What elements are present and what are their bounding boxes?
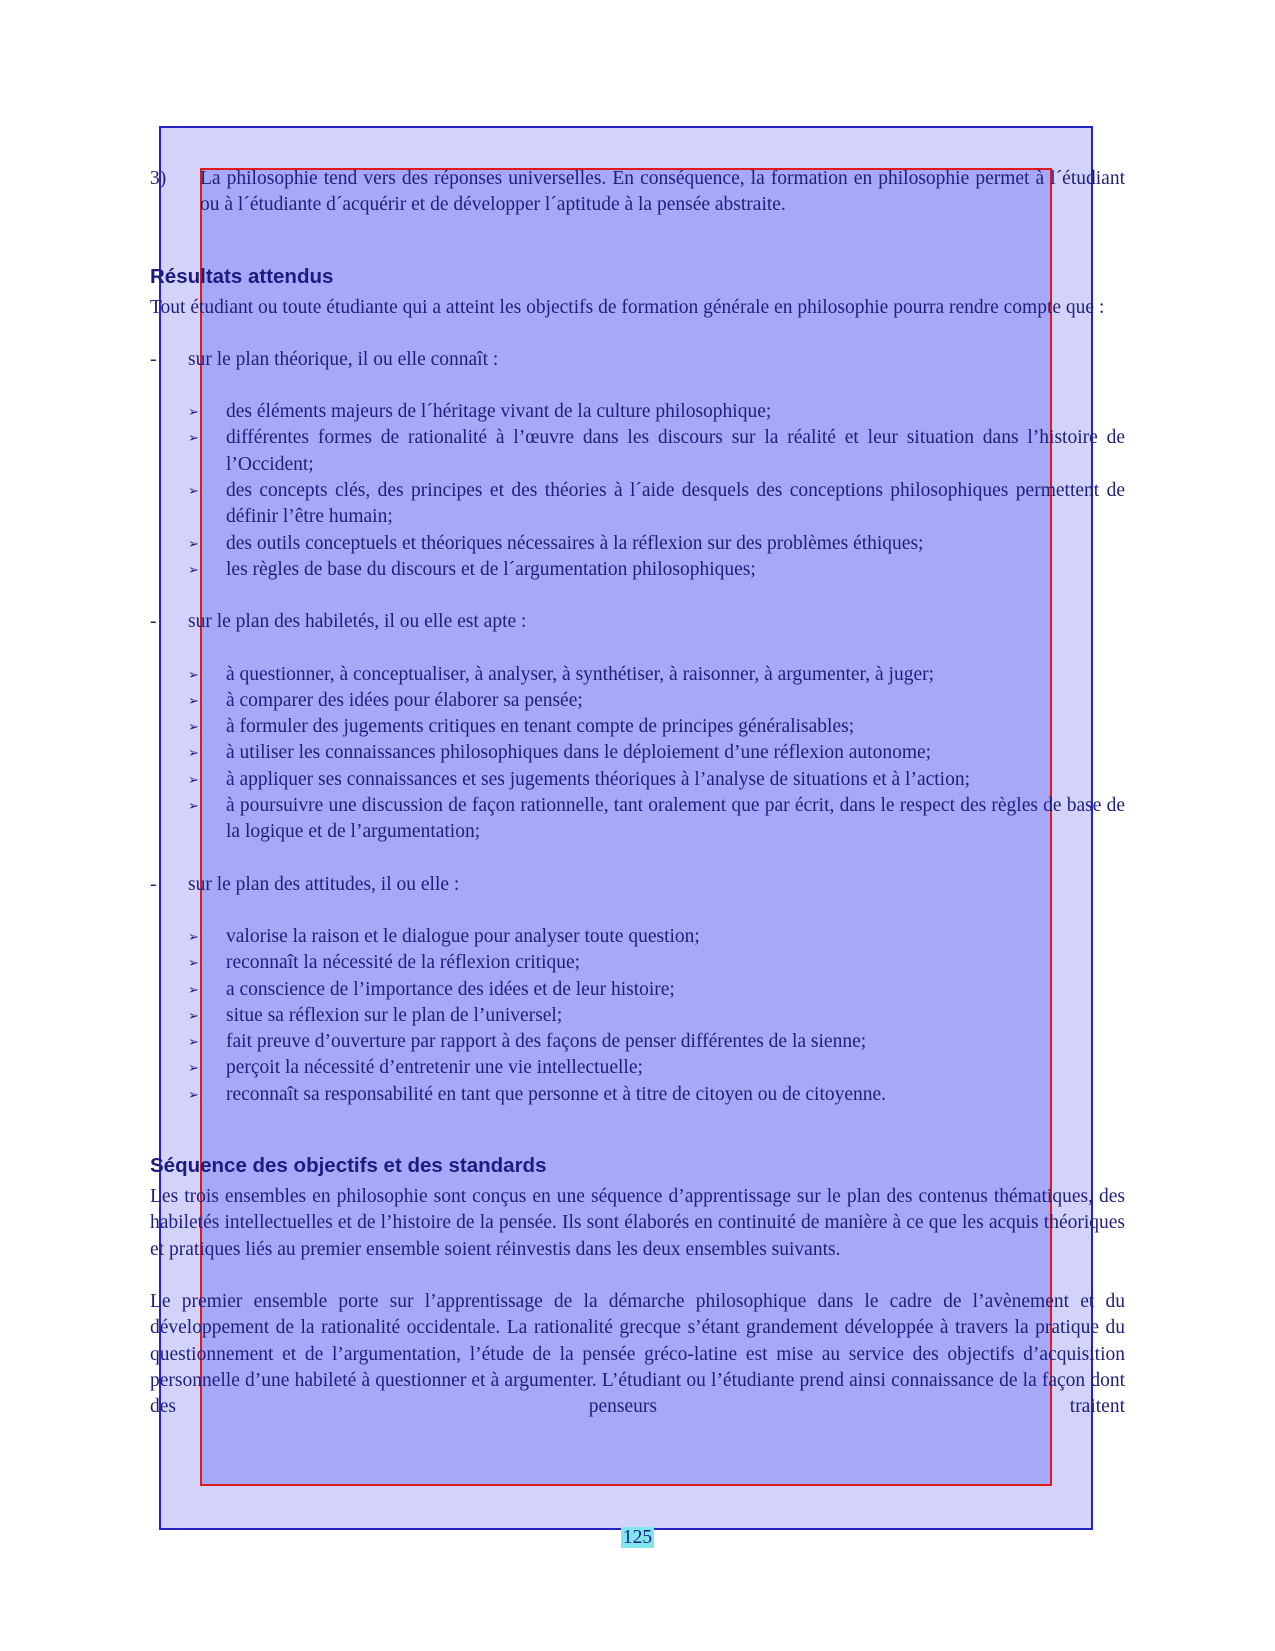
group-label: sur le plan théorique, il ou elle connaît :: [188, 348, 499, 370]
arrow-bullet-icon: ➢: [188, 1007, 199, 1023]
section-heading-results: Résultats attendus: [150, 264, 334, 288]
page-body: [150, 166, 1125, 1420]
arrow-bullet-icon: ➢: [188, 771, 199, 787]
group-label: sur le plan des attitudes, il ou elle :: [188, 873, 460, 895]
numbered-item: [150, 166, 1125, 219]
list-item: ➢ valorise la raison et le dialogue pour analyser toute question;: [188, 924, 1125, 950]
dash-marker: -: [150, 348, 157, 370]
list-item: ➢ à questionner, à conceptualiser, à analyser, à synthétiser, à raisonner, à argumenter, à juger;: [188, 662, 1125, 688]
arrow-bullet-icon: ➢: [188, 719, 199, 735]
list-item: ➢ à appliquer ses connaissances et ses jugements théoriques à l’analyse de situations et à l’action;: [188, 767, 1125, 793]
list-item: ➢ des concepts clés, des principes et des théories à l´aide desquels des conceptions philosophiques permettent de définir l’être humain;: [188, 478, 1125, 531]
arrow-bullet-icon: ➢: [188, 535, 199, 551]
list-item: ➢ fait preuve d’ouverture par rapport à des façons de penser différentes de la sienne;: [188, 1029, 1125, 1055]
skills-list: [150, 662, 1125, 846]
list-item: ➢ différentes formes de rationalité à l’œuvre dans les discours sur la réalité et leur situation dans l’histoire de l’Occident;: [188, 425, 1125, 478]
sequence-paragraph-2: Le premier ensemble porte sur l’apprentissage de la démarche philosophique dans le cadre de l’avènement et du développement de la rationalité occidentale. La rationalité grecque s’étant grandement développée à travers la pratique du questionnement et de l’argumentation, l’étude de la pensée gréco-latine est mise au service des objectifs d’acquisition personnelle d’une habileté à questionner et à argumenter. L’étudiant ou l’étudiante prend ainsi connaissance de la façon dont des penseurs traitent: [150, 1290, 1125, 1418]
list-item: ➢ à utiliser les connaissances philosophiques dans le déploiement d’une réflexion autonome;: [188, 740, 1125, 766]
dash-item-attitudes: [150, 872, 1125, 898]
arrow-bullet-icon: ➢: [188, 404, 199, 420]
arrow-bullet-icon: ➢: [188, 798, 199, 814]
theory-list: [150, 399, 1125, 583]
page-number: 125: [622, 1527, 653, 1548]
arrow-bullet-icon: ➢: [188, 981, 199, 997]
dash-item-skills: [150, 609, 1125, 635]
arrow-bullet-icon: ➢: [188, 483, 199, 499]
arrow-bullet-icon: ➢: [188, 1034, 199, 1050]
arrow-bullet-icon: ➢: [188, 692, 199, 708]
attitudes-list: [150, 924, 1125, 1108]
arrow-bullet-icon: ➢: [188, 1060, 199, 1076]
arrow-bullet-icon: ➢: [188, 955, 199, 971]
list-item: ➢ des éléments majeurs de l´héritage vivant de la culture philosophique;: [188, 399, 1125, 425]
results-intro: Tout étudiant ou toute étudiante qui a atteint les objectifs de formation générale en philosophie pourra rendre compte que :: [150, 296, 1105, 318]
list-item: ➢ des outils conceptuels et théoriques nécessaires à la réflexion sur des problèmes éthiques;: [188, 531, 1125, 557]
item-text: La philosophie tend vers des réponses universelles. En conséquence, la formation en philosophie permet à l´étudiant ou à l´étudiante d´acquérir et de développer l´aptitude à la pensée abstraite.: [200, 168, 1125, 216]
dash-item-theory: [150, 347, 1125, 373]
list-item: ➢ reconnaît la nécessité de la réflexion critique;: [188, 950, 1125, 976]
list-item: ➢ situe sa réflexion sur le plan de l’universel;: [188, 1003, 1125, 1029]
list-item: ➢ à poursuivre une discussion de façon rationnelle, tant oralement que par écrit, dans le respect des règles de base de la logique et de l’argumentation;: [188, 793, 1125, 846]
list-item: ➢ les règles de base du discours et de l´argumentation philosophiques;: [188, 557, 1125, 583]
sequence-paragraph-1: Les trois ensembles en philosophie sont conçus en une séquence d’apprentissage sur le plan des contenus thématiques, des habiletés intellectuelles et de l’histoire de la pensée. Ils sont élaborés en continuité de manière à ce que les acquis théoriques et pratiques liés au premier ensemble soient réinvestis dans les deux ensembles suivants.: [150, 1186, 1125, 1260]
section-heading-sequence: Séquence des objectifs et des standards: [150, 1154, 547, 1178]
list-item: ➢ à comparer des idées pour élaborer sa pensée;: [188, 688, 1125, 714]
group-label: sur le plan des habiletés, il ou elle est apte :: [188, 611, 527, 633]
arrow-bullet-icon: ➢: [188, 430, 199, 446]
dash-marker: -: [150, 873, 157, 895]
arrow-bullet-icon: ➢: [188, 561, 199, 577]
arrow-bullet-icon: ➢: [188, 928, 199, 944]
list-item: ➢ a conscience de l’importance des idées et de leur histoire;: [188, 977, 1125, 1003]
list-item: ➢ à formuler des jugements critiques en tenant compte de principes généralisables;: [188, 714, 1125, 740]
arrow-bullet-icon: ➢: [188, 1086, 199, 1102]
list-item: ➢ perçoit la nécessité d’entretenir une vie intellectuelle;: [188, 1055, 1125, 1081]
list-item: ➢ reconnaît sa responsabilité en tant que personne et à titre de citoyen ou de citoyenne.: [188, 1082, 1125, 1108]
arrow-bullet-icon: ➢: [188, 666, 199, 682]
dash-marker: -: [150, 611, 157, 633]
arrow-bullet-icon: ➢: [188, 745, 199, 761]
item-number: 3): [150, 168, 167, 189]
